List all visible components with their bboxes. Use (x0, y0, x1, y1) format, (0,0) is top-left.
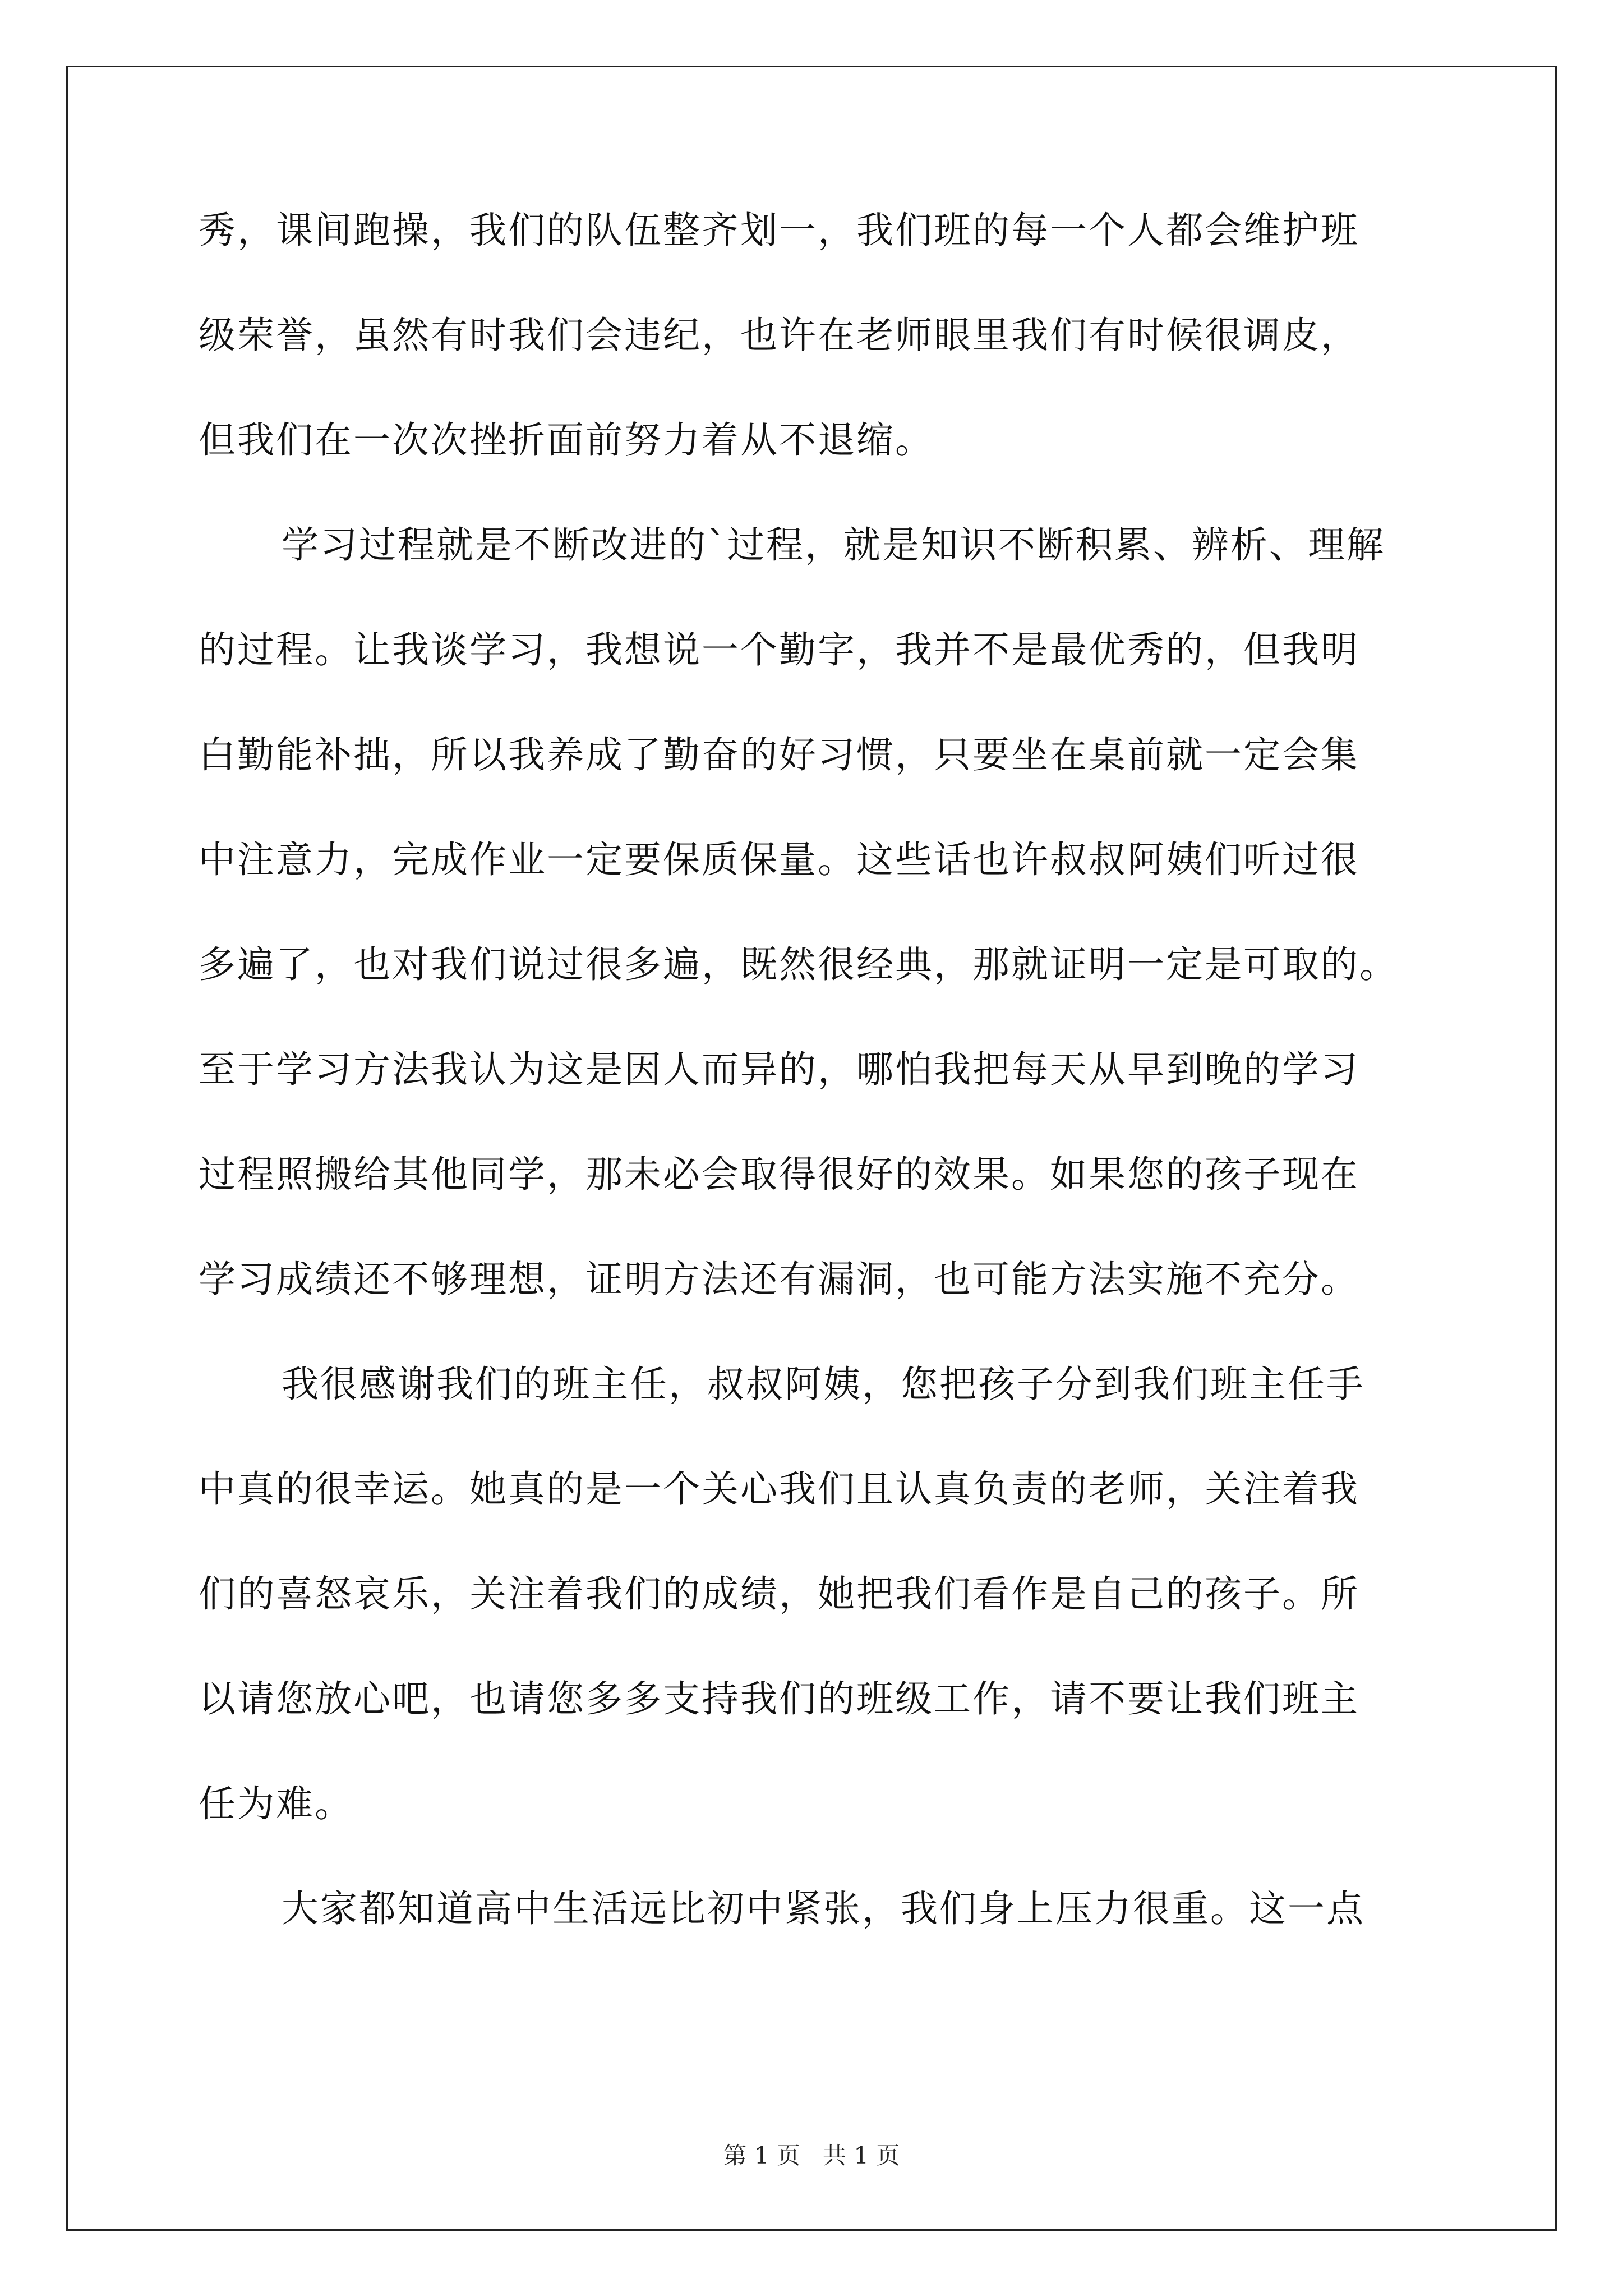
text-line: 至于学习方法我认为这是因人而异的，哪怕我把每天从早到晚的学习 (199, 1048, 1359, 1091)
text-line: 学习成绩还不够理想，证明方法还有漏洞，也可能方法实施不充分。 (199, 1258, 1359, 1301)
text-line: 白勤能补拙，所以我养成了勤奋的好习惯，只要坐在桌前就一定会集 (199, 733, 1359, 776)
document-body (199, 209, 1432, 1995)
text-line: 的过程。让我谈学习，我想说一个勤字，我并不是最优秀的，但我明 (199, 628, 1359, 671)
text-line: 中真的很幸运。她真的是一个关心我们且认真负责的老师，关注着我 (199, 1467, 1359, 1511)
text-line: 秀，课间跑操，我们的队伍整齐划一，我们班的每一个人都会维护班 (199, 209, 1359, 252)
text-line: 学习过程就是不断改进的`过程，就是知识不断积累、辨析、理解 (282, 523, 1385, 567)
page-footer (0, 2137, 1623, 2171)
text-line: 中注意力，完成作业一定要保质保量。这些话也许叔叔阿姨们听过很 (199, 838, 1359, 881)
text-line: 大家都知道高中生活远比初中紧张，我们身上压力很重。这一点 (282, 1887, 1365, 1930)
text-line: 我很感谢我们的班主任，叔叔阿姨，您把孩子分到我们班主任手 (282, 1363, 1365, 1406)
text-line: 但我们在一次次挫折面前努力着从不退缩。 (199, 418, 934, 462)
text-line: 过程照搬给其他同学，那未必会取得很好的效果。如果您的孩子现在 (199, 1153, 1359, 1196)
text-line: 以请您放心吧，也请您多多支持我们的班级工作，请不要让我们班主 (199, 1677, 1359, 1720)
text-line: 级荣誉，虽然有时我们会违纪，也许在老师眼里我们有时候很调皮， (199, 314, 1359, 357)
text-line: 多遍了，也对我们说过很多遍，既然很经典，那就证明一定是可取的。 (199, 943, 1398, 986)
text-line: 任为难。 (199, 1782, 353, 1825)
text-line: 们的喜怒哀乐，关注着我们的成绩，她把我们看作是自己的孩子。所 (199, 1572, 1359, 1616)
page-number-label: 第 1 页 共 1 页 (723, 2142, 900, 2169)
